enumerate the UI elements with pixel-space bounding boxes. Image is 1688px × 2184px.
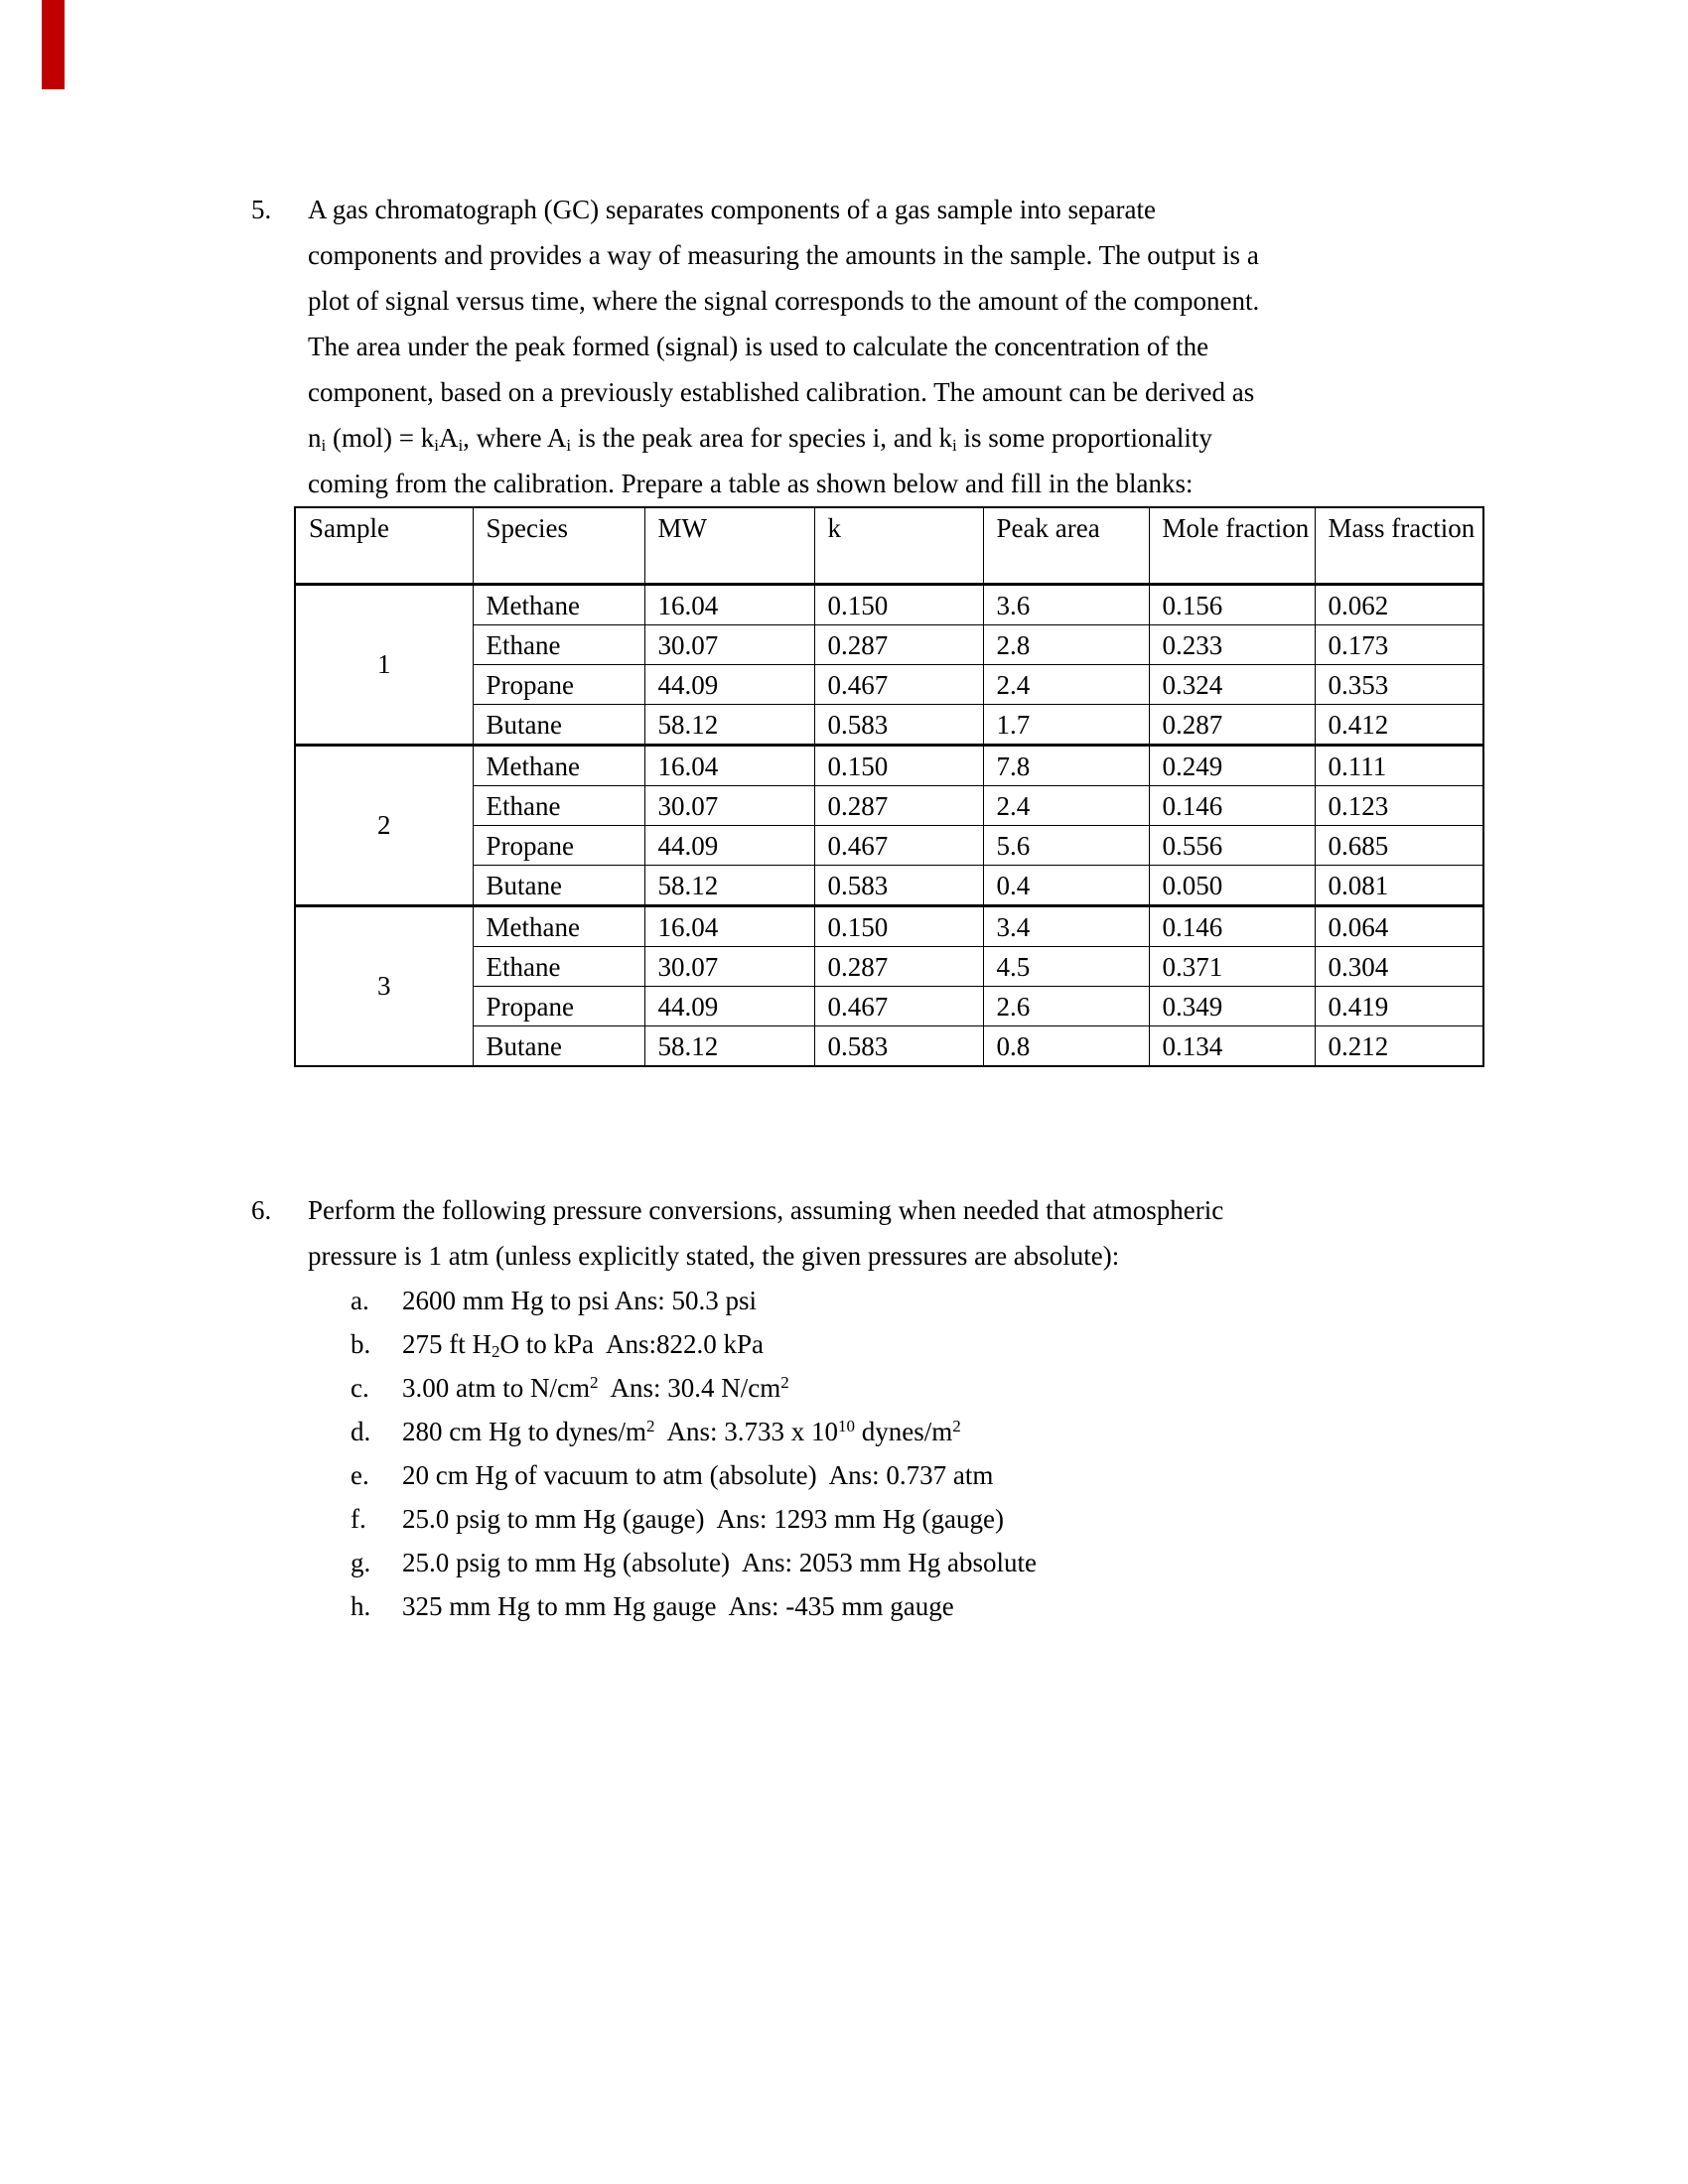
table-cell: Ethane [473, 785, 644, 825]
conversion-list [351, 1279, 1542, 1628]
table-cell: Propane [473, 986, 644, 1025]
table-cell: 30.07 [644, 785, 814, 825]
problem-5-text [308, 187, 1532, 506]
table-cell: 44.09 [644, 825, 814, 865]
problem-5 [251, 187, 1532, 1067]
problem-5-body [308, 187, 1532, 1067]
table-cell: Butane [473, 1025, 644, 1066]
table-cell: 7.8 [983, 745, 1149, 785]
table-cell: Methane [473, 584, 644, 624]
table-cell: 1.7 [983, 704, 1149, 745]
table-cell: Methane [473, 745, 644, 785]
item-label: c. [351, 1373, 369, 1403]
item-label: a. [351, 1286, 369, 1315]
item-text: 2600 mm Hg to psi Ans: 50.3 psi [402, 1286, 758, 1315]
table-cell: 0.467 [814, 825, 983, 865]
table-cell: 0.685 [1315, 825, 1483, 865]
table-cell: 0.150 [814, 905, 983, 946]
table-header-cell: Species [473, 507, 644, 584]
table-cell: 0.134 [1149, 1025, 1315, 1066]
table-row [295, 1025, 1483, 1066]
paragraph-line: component, based on a previously established calibration. The amount can be derived as [308, 377, 1255, 407]
table-header-cell: Mass fraction [1315, 507, 1483, 584]
table-row [295, 785, 1483, 825]
table-cell: 3.6 [983, 584, 1149, 624]
item-label: h. [351, 1591, 371, 1621]
list-item [351, 1497, 1542, 1541]
table-cell: 0.287 [814, 946, 983, 986]
table-header-row [295, 507, 1483, 584]
table-cell: Butane [473, 865, 644, 905]
table-header-cell: k [814, 507, 983, 584]
table-cell: 58.12 [644, 704, 814, 745]
table-cell: 30.07 [644, 624, 814, 664]
paragraph-line: plot of signal versus time, where the signal corresponds to the amount of the component. [308, 286, 1260, 316]
item-label: d. [351, 1417, 371, 1446]
table-cell: Ethane [473, 624, 644, 664]
table-cell: 30.07 [644, 946, 814, 986]
paragraph-line: Perform the following pressure conversions, assuming when needed that atmospheric [308, 1195, 1224, 1225]
problem-6-text [308, 1187, 1542, 1279]
table-cell: 5.6 [983, 825, 1149, 865]
table-cell: 0.304 [1315, 946, 1483, 986]
table-cell: 0.212 [1315, 1025, 1483, 1066]
table-header-cell: Mole fraction [1149, 507, 1315, 584]
table-cell: 0.324 [1149, 664, 1315, 704]
list-item [351, 1584, 1542, 1628]
table-cell: 0.081 [1315, 865, 1483, 905]
table-cell: 0.371 [1149, 946, 1315, 986]
table-cell: 4.5 [983, 946, 1149, 986]
table-row [295, 745, 1483, 785]
table-cell: 0.050 [1149, 865, 1315, 905]
table-cell: 2.4 [983, 785, 1149, 825]
item-text: 20 cm Hg of vacuum to atm (absolute) Ans: 0.737 atm [402, 1460, 994, 1490]
table-cell: 0.064 [1315, 905, 1483, 946]
table-cell: 0.249 [1149, 745, 1315, 785]
paragraph-line: $n_i$ $(mol) = k_iA_i$, where $A_i$ is the peak area for species i, and $k_i$ is some proportionality [308, 423, 1212, 455]
item-text: 280 cm Hg to dynes/$m^2$ Ans: 3.733 x $10^{10}$ dynes/$m^2$ [402, 1417, 961, 1446]
sample-cell: 2 [295, 745, 473, 905]
table-cell: 0.287 [1149, 704, 1315, 745]
table-row [295, 865, 1483, 905]
table-cell: Methane [473, 905, 644, 946]
table-cell: 0.412 [1315, 704, 1483, 745]
table-row [295, 825, 1483, 865]
table-row [295, 905, 1483, 946]
table-header-cell: Peak area [983, 507, 1149, 584]
sample-cell: 1 [295, 584, 473, 745]
item-text: 3.00 atm to $N/cm^2$ Ans: 30.4 $N/cm^2$ [402, 1373, 789, 1403]
problem-6 [251, 1187, 1542, 1628]
item-text: 25.0 psig to mm Hg (absolute) Ans: 2053 mm Hg absolute [402, 1548, 1037, 1577]
table-cell: 0.583 [814, 865, 983, 905]
table-row [295, 624, 1483, 664]
list-item [351, 1366, 1542, 1410]
item-label: f. [351, 1504, 366, 1534]
paragraph-line: pressure is 1 atm (unless explicitly stated, the given pressures are absolute): [308, 1241, 1120, 1271]
table-cell: 0.146 [1149, 785, 1315, 825]
table-cell: 58.12 [644, 1025, 814, 1066]
table-cell: 16.04 [644, 745, 814, 785]
table-cell: 0.419 [1315, 986, 1483, 1025]
table-cell: Ethane [473, 946, 644, 986]
table-cell: 0.467 [814, 664, 983, 704]
table-cell: 3.4 [983, 905, 1149, 946]
table-cell: 2.6 [983, 986, 1149, 1025]
gc-results-table [294, 506, 1484, 1067]
item-text: 25.0 psig to mm Hg (gauge) Ans: 1293 mm Hg (gauge) [402, 1504, 1004, 1534]
paragraph-line: coming from the calibration. Prepare a table as shown below and fill in the blanks: [308, 469, 1194, 498]
paragraph-line: components and provides a way of measuring the amounts in the sample. The output is a [308, 240, 1259, 270]
table-cell: Propane [473, 664, 644, 704]
item-label: g. [351, 1548, 371, 1577]
table-row [295, 704, 1483, 745]
table-cell: 0.111 [1315, 745, 1483, 785]
table-cell: 0.556 [1149, 825, 1315, 865]
table-header-cell: Sample [295, 507, 473, 584]
table-cell: Propane [473, 825, 644, 865]
list-item [351, 1322, 1542, 1366]
table-cell: 44.09 [644, 986, 814, 1025]
table-cell: 0.233 [1149, 624, 1315, 664]
table-cell: 0.287 [814, 785, 983, 825]
table-cell: 0.150 [814, 584, 983, 624]
table-cell: 0.123 [1315, 785, 1483, 825]
table-cell: 2.8 [983, 624, 1149, 664]
paragraph-line: A gas chromatograph (GC) separates components of a gas sample into separate [308, 195, 1156, 224]
problem-6-number: 6. [251, 1195, 272, 1225]
table-row [295, 946, 1483, 986]
list-item [351, 1410, 1542, 1453]
item-label: b. [351, 1329, 371, 1359]
table-row [295, 584, 1483, 624]
table-cell: 0.156 [1149, 584, 1315, 624]
table-cell: 0.349 [1149, 986, 1315, 1025]
table-cell: 0.583 [814, 1025, 983, 1066]
table-header-cell: MW [644, 507, 814, 584]
table-cell: 0.583 [814, 704, 983, 745]
list-item [351, 1453, 1542, 1497]
item-label: e. [351, 1460, 369, 1490]
table-cell: 0.150 [814, 745, 983, 785]
item-text: 325 mm Hg to mm Hg gauge Ans: -435 mm gauge [402, 1591, 954, 1621]
table-cell: 0.467 [814, 986, 983, 1025]
red-annotation-mark [42, 0, 65, 89]
table-cell: 0.146 [1149, 905, 1315, 946]
table-cell: 0.062 [1315, 584, 1483, 624]
table-cell: 0.8 [983, 1025, 1149, 1066]
item-text: 275 ft $H_2O$ to kPa Ans:822.0 kPa [402, 1329, 765, 1361]
table-cell: 0.287 [814, 624, 983, 664]
table-row [295, 986, 1483, 1025]
table-cell: 0.173 [1315, 624, 1483, 664]
sample-cell: 3 [295, 905, 473, 1066]
table-cell: 2.4 [983, 664, 1149, 704]
problem-5-number: 5. [251, 195, 272, 224]
table-cell: 16.04 [644, 905, 814, 946]
table-cell: Butane [473, 704, 644, 745]
list-item [351, 1279, 1542, 1322]
table-cell: 0.4 [983, 865, 1149, 905]
paragraph-line: The area under the peak formed (signal) is used to calculate the concentration of the [308, 332, 1209, 361]
problem-6-body [308, 1187, 1542, 1628]
table-cell: 58.12 [644, 865, 814, 905]
list-item [351, 1541, 1542, 1584]
table-cell: 16.04 [644, 584, 814, 624]
table-cell: 0.353 [1315, 664, 1483, 704]
table-row [295, 664, 1483, 704]
table-cell: 44.09 [644, 664, 814, 704]
